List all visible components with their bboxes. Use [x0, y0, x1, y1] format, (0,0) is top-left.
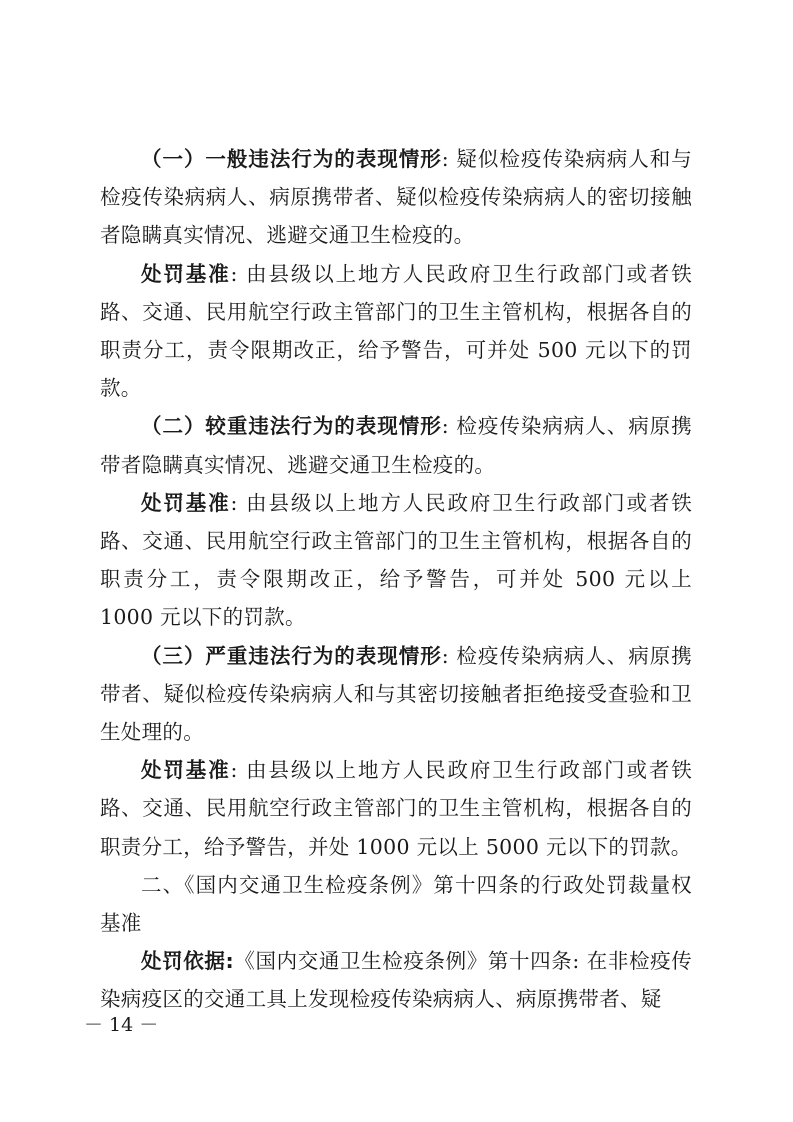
paragraph-penalty-standard-1 — [100, 255, 692, 408]
paragraph-text: 《国内交通卫生检疫条例》第十四条: 在非检疫传染病疫区的交通工具上发现检疫传染病病人、病原携带者、疑 — [100, 949, 693, 1012]
paragraph-penalty-standard-3 — [100, 751, 692, 866]
paragraph-text: 二、《国内交通卫生检疫条例》第十四条的行政处罚裁量权基准 — [100, 872, 692, 936]
paragraph-heading: 处罚依据: — [141, 949, 235, 974]
paragraph-general-violation — [100, 140, 692, 255]
paragraph-text: : 检疫传染病病人、病原携带者、疑似检疫传染病病人和与其密切接触者拒绝接受查验和卫生处理的。 — [100, 643, 692, 745]
paragraph-serious-violation — [100, 407, 692, 483]
paragraph-penalty-standard-2 — [100, 484, 692, 637]
section-heading-article-14 — [100, 866, 692, 942]
document-body — [100, 140, 692, 1019]
paragraph-text: : 由县级以上地方人民政府卫生行政部门或者铁路、交通、民用航空行政主管部门的卫生主管机构，根据各自的职责分工，给予警告，并处 1000 元以上 5000 元以下的罚款。 — [100, 758, 692, 859]
paragraph-penalty-basis — [100, 942, 692, 1018]
paragraph-text: : 由县级以上地方人民政府卫生行政部门或者铁路、交通、民用航空行政主管部门的卫生主管机构，根据各自的职责分工，责令限期改正，给予警告，可并处 500 元以下的罚款。 — [100, 261, 692, 401]
page-number: － 14 － — [84, 1014, 159, 1036]
paragraph-heading: （一）一般违法行为的表现情形 — [141, 147, 442, 171]
paragraph-heading: （二）较重违法行为的表现情形 — [141, 414, 442, 439]
paragraph-text: : 由县级以上地方人民政府卫生行政部门或者铁路、交通、民用航空行政主管部门的卫生主管机构，根据各自的职责分工，责令限期改正，给予警告，可并处 500 元以上 1000 元以下的罚款。 — [100, 490, 692, 630]
paragraph-heading: 处罚基准 — [141, 758, 231, 783]
paragraph-text: : 疑似检疫传染病病人和与检疫传染病病人、病原携带者、疑似检疫传染病病人的密切接触者隐瞒真实情况、逃避交通卫生检疫的。 — [100, 147, 692, 248]
paragraph-text: : 检疫传染病病人、病原携带者隐瞒真实情况、逃避交通卫生检疫的。 — [100, 414, 692, 477]
paragraph-heading: 处罚基准 — [141, 261, 231, 286]
paragraph-heading: 处罚基准 — [141, 490, 231, 515]
paragraph-severe-violation — [100, 637, 692, 752]
paragraph-heading: （三）严重违法行为的表现情形 — [141, 643, 442, 668]
